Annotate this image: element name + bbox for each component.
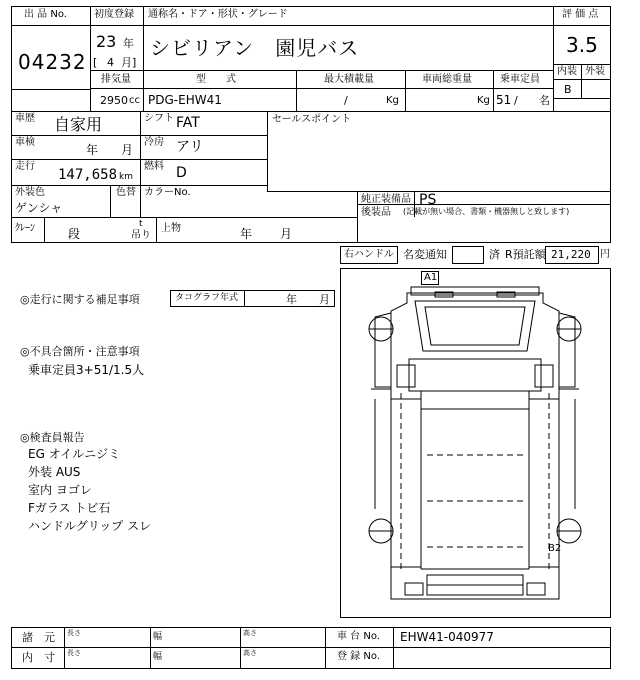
inspector-label: ◎検査員報告 <box>20 431 85 444</box>
sales-point-label: セールスポイント <box>272 114 352 125</box>
tax-label: 済 <box>489 248 500 261</box>
name-change-box <box>452 246 484 264</box>
crane-t: t <box>139 219 143 229</box>
dim-height-label: 高さ <box>243 649 257 657</box>
interior-grade: B <box>564 83 572 96</box>
aftermarket-note: (記載が無い場合、書類・機器無しと致します) <box>403 207 570 216</box>
crane-divider-1 <box>44 217 45 243</box>
mileage-label: 走行 <box>15 161 35 172</box>
details-col-b <box>267 111 268 191</box>
footer-col-2 <box>150 627 151 669</box>
footer-col-1 <box>64 627 65 669</box>
spec-length-label: 長さ <box>67 629 81 637</box>
crane-stage-unit: 段 <box>68 227 81 241</box>
displacement-value: 2950 <box>100 94 128 107</box>
reg-month: 4 <box>107 56 114 69</box>
history-value: 自家用 <box>54 115 103 134</box>
details-row-1 <box>11 135 268 136</box>
spec-col-1 <box>143 70 144 112</box>
crane-lift-unit: 吊り <box>131 230 151 241</box>
shift-value: FAT <box>176 115 200 131</box>
chassis-value: EHW41-040977 <box>400 630 494 644</box>
model-label: 型 式 <box>196 74 236 85</box>
refund-label: R預託額 <box>505 248 546 261</box>
load-unit: Kg <box>386 95 399 106</box>
refund-amount: 21,220 <box>551 248 591 261</box>
tachograph-divider <box>244 290 245 307</box>
inspector-line: 室内 ヨゴレ <box>28 483 92 497</box>
crane-label: ｸﾚｰﾝ <box>15 223 35 234</box>
capacity-value: 51 <box>496 93 512 107</box>
gross-unit: Kg <box>477 95 490 106</box>
model-value: PDG-EHW41 <box>148 93 222 107</box>
exterior-grade-cell <box>581 79 611 99</box>
steering-value: 右ハンドル <box>344 249 394 260</box>
car-name: シビリアン 園児バス <box>150 36 360 60</box>
upper-month-unit: 月 <box>280 227 293 241</box>
fuel-label: 燃料 <box>144 161 164 172</box>
dim-row-label: 内 寸 <box>22 651 55 664</box>
reg-month-open: [ <box>93 56 98 69</box>
inspection-label: 車検 <box>15 137 35 148</box>
details-col-a <box>140 111 141 217</box>
lot-number: 04232 <box>18 50 87 74</box>
reg-divider <box>143 25 144 71</box>
fuel-value: D <box>176 165 187 181</box>
aftermarket-label: 後装品 <box>361 207 391 218</box>
color-value: ゲンシャ <box>15 201 63 215</box>
displacement-label: 排気量 <box>101 74 131 85</box>
defects-text: 乗車定員3+51/1.5人 <box>28 363 145 377</box>
capacity-label: 乗車定員 <box>500 74 540 85</box>
footer-col-3 <box>240 627 241 669</box>
spec-row-divider <box>90 88 554 89</box>
genuine-divider <box>357 191 358 243</box>
capacity-unit: 名 <box>539 94 550 107</box>
color-label: 外装色 <box>15 187 45 198</box>
history-label: 車歴 <box>15 113 35 124</box>
footer-col-4 <box>325 627 326 669</box>
inspector-line: EG オイルニジミ <box>28 447 121 461</box>
reg-year-unit: 年 <box>123 37 134 50</box>
upper-label: 上物 <box>161 223 181 234</box>
sales-point-bottom <box>267 191 611 192</box>
mileage-value: 147,658 <box>58 167 118 183</box>
reg-year: 23 <box>96 32 117 51</box>
reg-no-label: 登 録 No. <box>337 651 380 662</box>
footer-col-5 <box>393 627 394 669</box>
spec-col-3 <box>405 70 406 112</box>
details-row-3 <box>11 185 268 186</box>
spec-col-4 <box>493 70 494 112</box>
name-label: 通称名・ドア・形状・グレード <box>148 9 288 20</box>
details-row-4 <box>11 217 357 218</box>
color-no-label: 色替 <box>116 187 136 198</box>
upper-year-unit: 年 <box>240 227 253 241</box>
load-slash: / <box>344 94 348 107</box>
inspection-year-unit: 年 <box>86 143 99 157</box>
first-reg-label: 初度登録 <box>94 9 134 20</box>
crane-divider-2 <box>156 217 157 243</box>
tachograph-month-unit: 月 <box>319 293 330 306</box>
lot-label: 出 品 No. <box>24 9 67 20</box>
inspector-line: Fガラス トビ石 <box>28 501 111 515</box>
score-label: 評 価 点 <box>562 9 599 20</box>
genuine-label: 純正装備品 <box>361 194 411 205</box>
footer-table <box>11 627 611 669</box>
details-row-2 <box>11 159 268 160</box>
mark-b2-label: B2 <box>548 543 562 554</box>
load-label: 最大積載量 <box>324 74 374 85</box>
exterior-label: 外装 <box>585 66 605 77</box>
interior-label: 内装 <box>557 66 577 77</box>
refund-unit: 円 <box>600 249 610 260</box>
capacity-slash: / <box>514 94 518 107</box>
dim-width-label: 幅 <box>153 652 163 662</box>
dim-length-label: 長さ <box>67 649 81 657</box>
driving-remarks-label: ◎走行に関する補足事項 <box>20 293 140 306</box>
color-no-divider <box>110 185 111 217</box>
gross-label: 車両総重量 <box>422 74 472 85</box>
ac-label: 冷房 <box>144 137 164 148</box>
ac-value: アリ <box>176 139 204 155</box>
chassis-label: 車 台 No. <box>337 631 380 642</box>
inspector-line: ハンドルグリップ スレ <box>28 519 152 533</box>
shift-label: シフト <box>144 113 174 124</box>
displacement-unit: cc <box>129 95 140 106</box>
footer-row-divider <box>11 647 611 648</box>
genuine-value: PS <box>419 192 437 208</box>
mileage-unit: km <box>119 172 133 182</box>
reg-month-unit: 月] <box>121 56 137 69</box>
spec-row-label: 諸 元 <box>22 631 55 644</box>
color-code-label: カラーNo. <box>144 187 191 198</box>
spec-width-label: 幅 <box>153 632 163 642</box>
name-change-label: 名変通知 <box>403 248 447 261</box>
inspector-line: 外装 AUS <box>28 465 81 479</box>
defects-label: ◎不具合箇所・注意事項 <box>20 345 140 358</box>
tachograph-label: タコグラフ年式 <box>175 293 239 303</box>
score-value: 3.5 <box>566 33 598 57</box>
bus-outline-diagram <box>341 269 610 617</box>
spec-col-2 <box>296 70 297 112</box>
inspection-month-unit: 月 <box>121 143 134 157</box>
tachograph-year-unit: 年 <box>286 293 297 306</box>
spec-height-label: 高さ <box>243 629 257 637</box>
mark-a1-label: A1 <box>424 272 438 283</box>
